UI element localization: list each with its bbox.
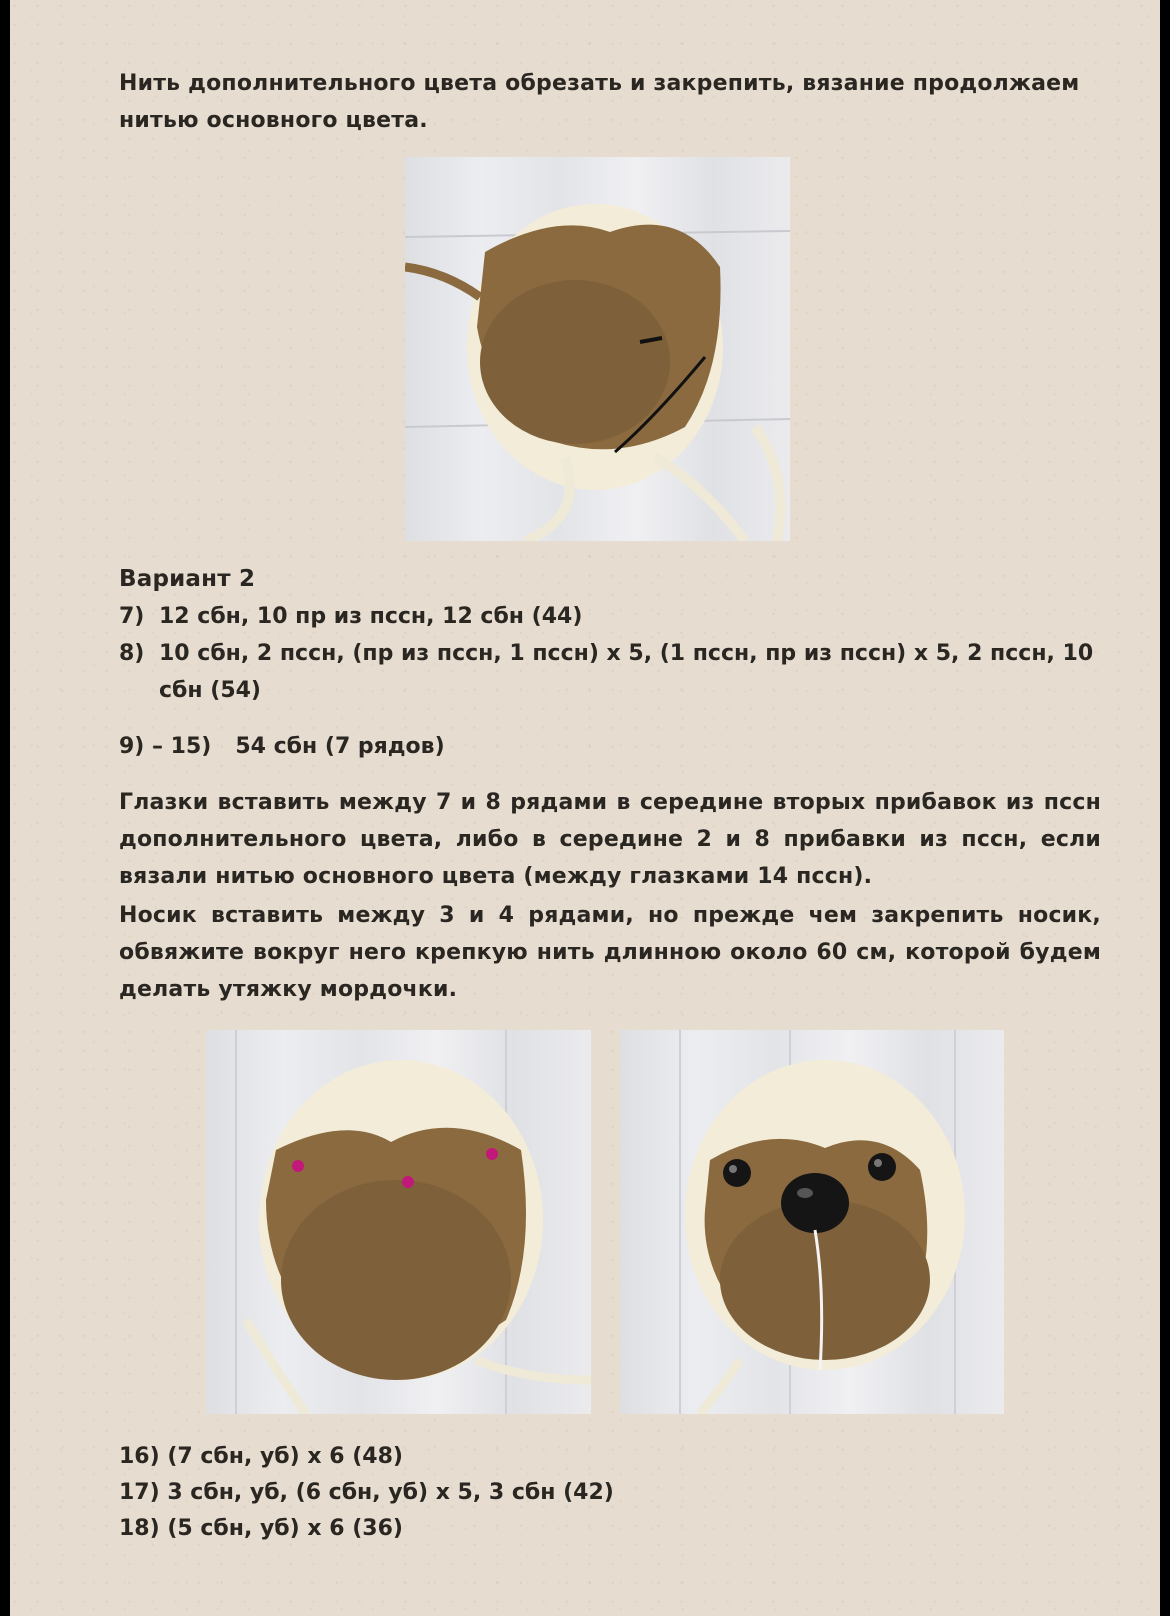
row-7 [119, 604, 582, 629]
row-7-text: 12 сбн, 10 пр из пссн, 12 сбн (44) [159, 604, 583, 629]
page [10, 0, 1160, 1616]
row-8-text: 10 сбн, 2 пссн, (пр из пссн, 1 пссн) х 5, (1 пссн, пр из пссн) х 5, 2 пссн, 10 [159, 641, 1094, 666]
intro-paragraph: Нить дополнительного цвета обрезать и закрепить, вязание продолжаем нитью основного цвета. [119, 71, 1080, 133]
row-7-number: 7) [119, 604, 145, 629]
photo-muzzle-sewn [405, 157, 790, 541]
row-9-15 [119, 734, 445, 759]
photo-eye-pins [206, 1030, 591, 1414]
eyes-paragraph: Глазки вставить между 7 и 8 рядами в середине вторых прибавок из пссн дополнительного цвета, либо в середине 2 и 8 прибавки из пссн, если вязали нитью основного цвета (между глазками 14 пссн). [119, 790, 1101, 889]
nose-paragraph: Носик вставить между 3 и 4 рядами, но прежде чем закрепить носик, обвяжите вокруг него крепкую нить длинною около 60 см, которой будем делать утяжку мордочки. [119, 903, 1101, 1002]
variant-heading: Вариант 2 [119, 566, 256, 592]
photo-eyes-nose [620, 1030, 1004, 1414]
row-9-15-number: 9) – 15) [119, 734, 212, 759]
row-17: 17) 3 сбн, уб, (6 сбн, уб) х 5, 3 сбн (42) [119, 1480, 614, 1505]
row-18: 18) (5 сбн, уб) х 6 (36) [119, 1516, 403, 1541]
row-16: 16) (7 сбн, уб) х 6 (48) [119, 1444, 403, 1469]
row-8-number: 8) [119, 641, 145, 666]
row-9-15-text: 54 сбн (7 рядов) [235, 734, 445, 759]
row-8 [119, 641, 1093, 666]
row-8-continuation: сбн (54) [159, 678, 261, 703]
